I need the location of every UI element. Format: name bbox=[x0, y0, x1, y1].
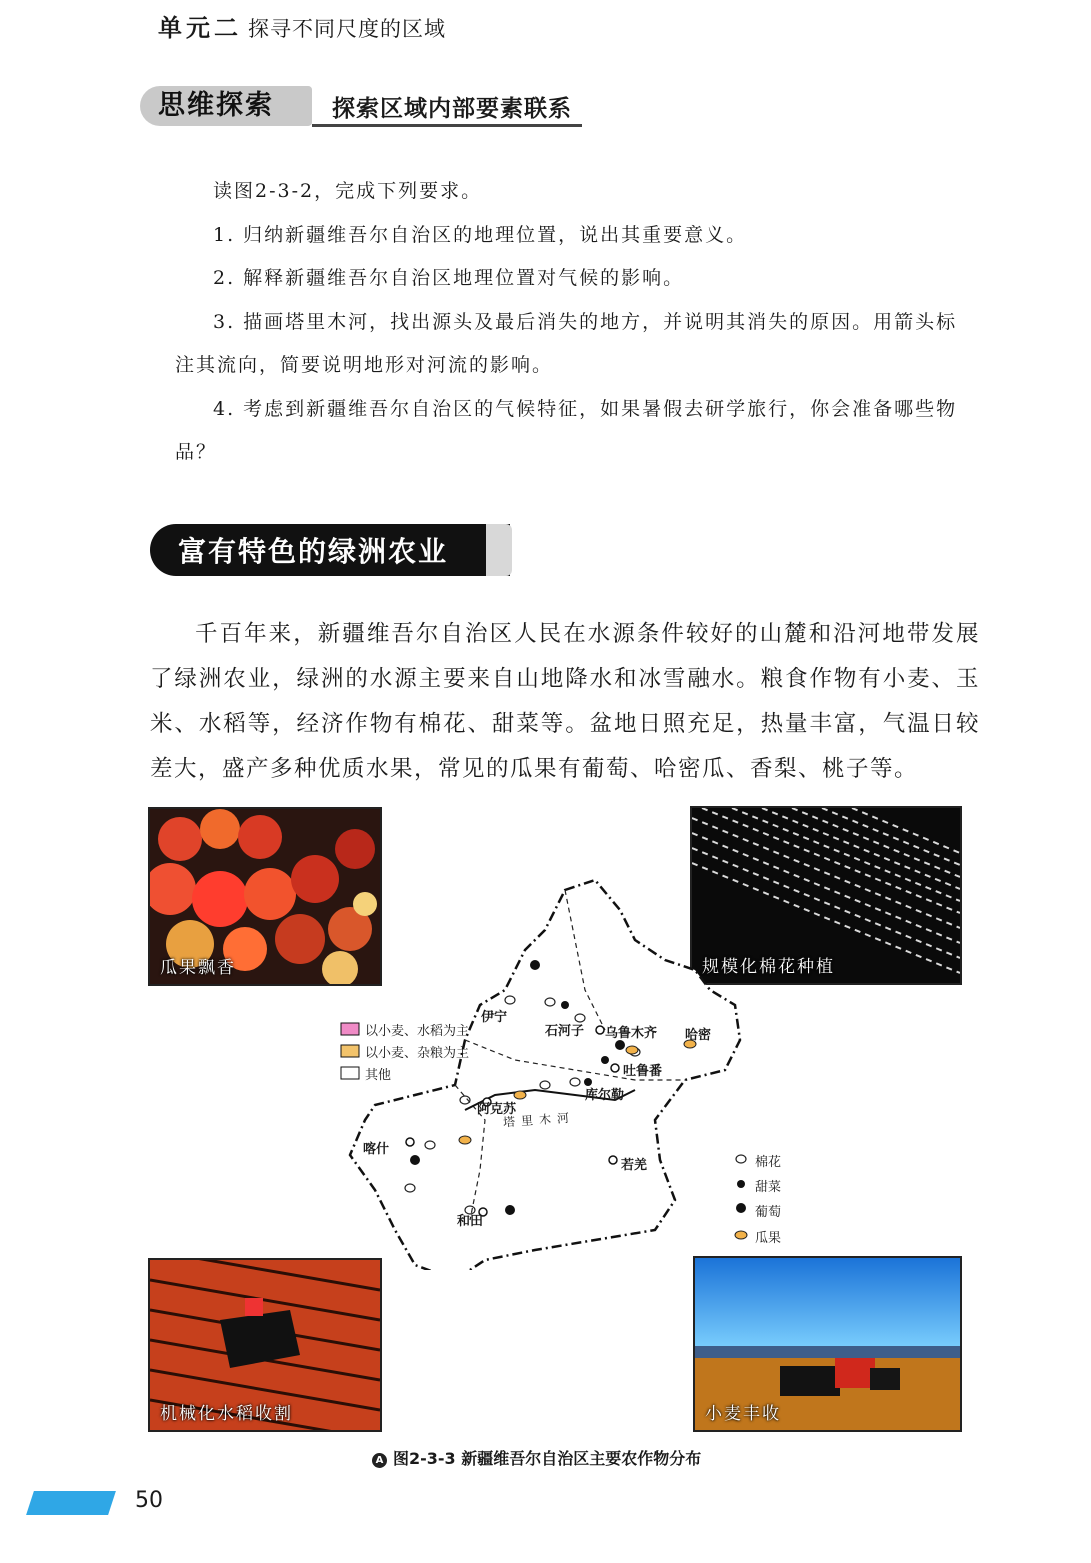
city-shihezi: 石河子 bbox=[545, 1024, 585, 1039]
photo-rice-caption: 机械化水稻收割 bbox=[160, 1404, 293, 1424]
figure-caption-text: 图2-3-3 新疆维吾尔自治区主要农作物分布 bbox=[393, 1449, 702, 1468]
city-kashgar: 喀什 bbox=[363, 1142, 390, 1157]
legend-wheat-rice: 以小麦、水稻为主 bbox=[365, 1024, 470, 1039]
body-paragraph: 千百年来，新疆维吾尔自治区人民在水源条件较好的山麓和沿河地带发展了绿洲农业，绿洲的水源主要来自山地降水和冰雪融水。粮食作物有小麦、玉米、水稻等，经济作物有棉花、甜菜等。盆地日照充足，热量丰富，气温日较差大，盛产多种优质水果，常见的瓜果有葡萄、哈密瓜、香梨、桃子等。 bbox=[150, 621, 980, 782]
task-item-2: 2. 解释新疆维吾尔自治区地理位置对气候的影响。 bbox=[213, 267, 685, 289]
map-outline bbox=[335, 870, 785, 1270]
river-tarim-label: 塔里木河 bbox=[502, 1110, 576, 1130]
city-korla: 库尔勒 bbox=[585, 1088, 625, 1103]
city-ruoqiang: 若羌 bbox=[621, 1158, 648, 1173]
task-item-1: 1. 归纳新疆维吾尔自治区的地理位置，说出其重要意义。 bbox=[213, 223, 748, 246]
legend-swatch-wheat-grain bbox=[341, 1045, 359, 1057]
legend-other: 其他 bbox=[365, 1068, 392, 1083]
photo-rice bbox=[148, 1258, 382, 1432]
page-number: 50 bbox=[135, 1488, 163, 1513]
unit-label: 单元二 bbox=[158, 14, 242, 42]
unit-subtitle: 探寻不同尺度的区域 bbox=[248, 17, 446, 41]
explore-banner bbox=[140, 84, 585, 130]
unit-header bbox=[158, 8, 446, 43]
section-title: 富有特色的绿洲农业 bbox=[178, 535, 449, 568]
legend-beet: 甜菜 bbox=[755, 1180, 782, 1195]
city-turpan: 吐鲁番 bbox=[623, 1064, 663, 1079]
section-banner bbox=[150, 524, 510, 576]
explore-rule bbox=[312, 124, 582, 127]
figure-caption bbox=[372, 1446, 701, 1469]
city-hotan: 和田 bbox=[457, 1214, 484, 1229]
page-tab bbox=[26, 1491, 116, 1515]
explore-tag: 思维探索 bbox=[140, 86, 312, 126]
legend-wheat-grain: 以小麦、杂粮为主 bbox=[365, 1046, 470, 1061]
explore-title: 探索区域内部要素联系 bbox=[332, 96, 572, 122]
city-aksu: 阿克苏 bbox=[477, 1102, 517, 1117]
figure-caption-mark: A bbox=[372, 1453, 387, 1468]
xinjiang-crop-map bbox=[335, 870, 785, 1270]
photo-wheat-caption: 小麦丰收 bbox=[705, 1404, 781, 1424]
body-text bbox=[150, 612, 980, 792]
task-item-3: 3. 描画塔里木河，找出源头及最后消失的地方，并说明其消失的原因。用箭头标注其流向，简要说明地形对河流的影响。 bbox=[175, 310, 958, 376]
task-intro: 读图2-3-2，完成下列要求。 bbox=[213, 180, 483, 202]
task-list bbox=[175, 170, 965, 475]
task-item-4: 4. 考虑到新疆维吾尔自治区的气候特征，如果暑假去研学旅行，你会准备哪些物品？ bbox=[175, 397, 958, 463]
photo-fruit-caption: 瓜果飘香 bbox=[160, 958, 236, 978]
legend-grape: 葡萄 bbox=[755, 1205, 782, 1220]
legend-cotton: 棉花 bbox=[755, 1155, 782, 1170]
photo-wheat bbox=[693, 1256, 962, 1432]
photo-cotton-caption: 规模化棉花种植 bbox=[702, 957, 835, 977]
legend-melon: 瓜果 bbox=[755, 1231, 782, 1246]
legend-swatch-other bbox=[341, 1067, 359, 1079]
city-yining: 伊宁 bbox=[481, 1010, 508, 1025]
legend-swatch-wheat-rice bbox=[341, 1023, 359, 1035]
city-hami: 哈密 bbox=[685, 1028, 712, 1043]
section-banner-fold bbox=[486, 524, 512, 576]
city-urumqi: 乌鲁木齐 bbox=[605, 1026, 658, 1041]
